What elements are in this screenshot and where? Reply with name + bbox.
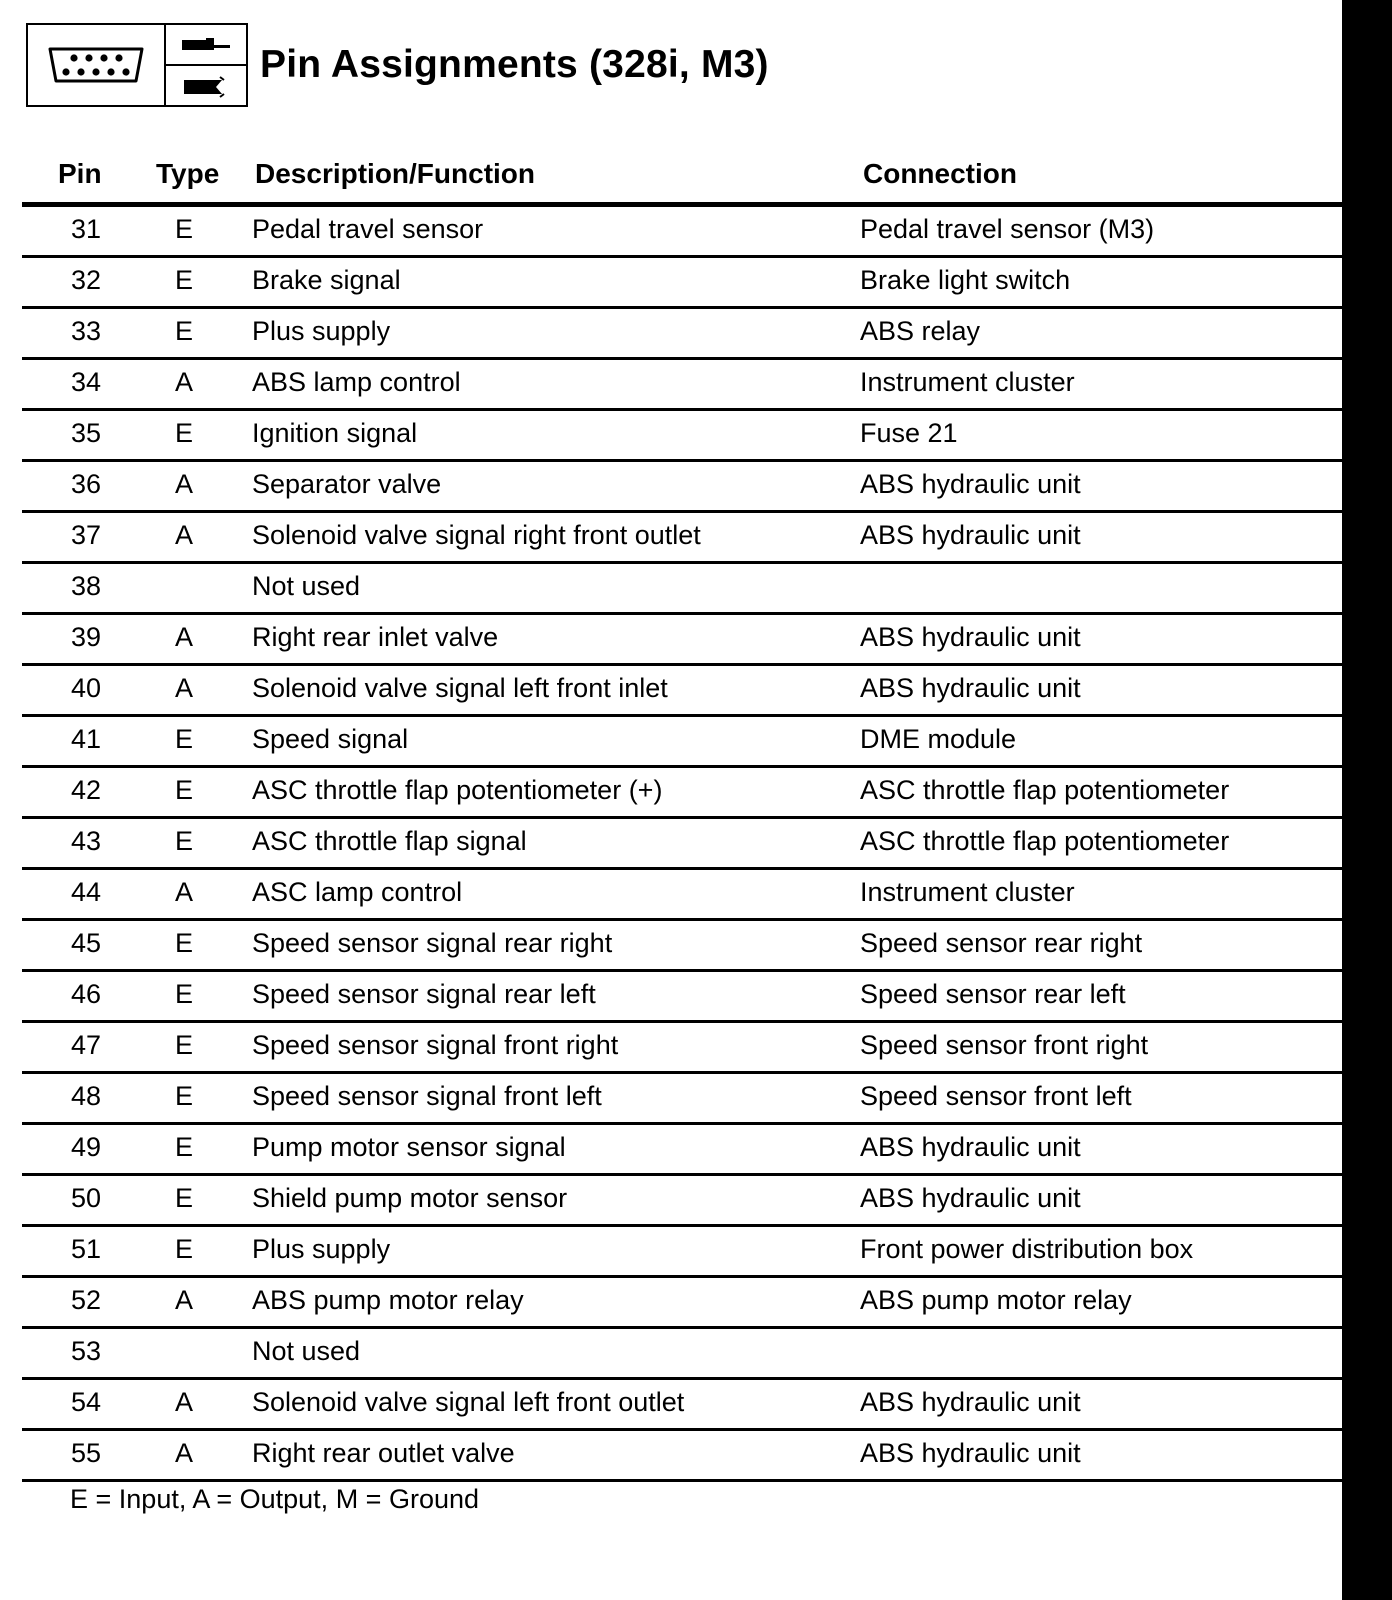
connection-cell: DME module [860, 724, 1017, 754]
type-cell: E [174, 1030, 193, 1060]
pin-cell: 36 [70, 469, 102, 499]
connection-cell: Instrument cluster [860, 367, 1075, 397]
connection-cell: ABS relay [860, 316, 981, 346]
description-cell: Not used [252, 1336, 361, 1366]
description-cell: Speed sensor signal rear right [252, 928, 613, 958]
table-row [22, 462, 1342, 513]
type-cell: A [174, 1285, 193, 1315]
type-cell: A [174, 622, 193, 652]
pin-cell: 46 [70, 979, 102, 1009]
type-cell: A [174, 877, 193, 907]
pin-cell: 53 [70, 1336, 102, 1366]
connection-cell: ABS hydraulic unit [860, 1438, 1081, 1468]
table-row [22, 1176, 1342, 1227]
table-row [22, 207, 1342, 258]
connection-cell: ASC throttle flap potentiometer [860, 826, 1230, 856]
connection-cell: Speed sensor rear left [860, 979, 1126, 1009]
connection-cell: ABS pump motor relay [860, 1285, 1132, 1315]
description-cell: Speed sensor signal front right [252, 1030, 619, 1060]
pin-cell: 34 [70, 367, 102, 397]
connection-cell: ABS hydraulic unit [860, 469, 1081, 499]
type-cell: A [174, 520, 193, 550]
column-header-connection: Connection [863, 158, 1017, 189]
connection-cell: Brake light switch [860, 265, 1071, 295]
table-row [22, 768, 1342, 819]
type-cell: A [174, 1438, 193, 1468]
table-row [22, 1329, 1342, 1380]
connection-cell: ABS hydraulic unit [860, 673, 1081, 703]
description-cell: Speed sensor signal rear left [252, 979, 596, 1009]
description-cell: ASC throttle flap potentiometer (+) [252, 775, 663, 805]
pin-cell: 45 [70, 928, 102, 958]
pin-cell: 39 [70, 622, 102, 652]
pin-cell: 43 [70, 826, 102, 856]
type-cell: E [174, 1183, 193, 1213]
description-cell: Solenoid valve signal right front outlet [252, 520, 701, 550]
connector-icon-box [26, 23, 248, 107]
connection-cell: ABS hydraulic unit [860, 1132, 1081, 1162]
type-legend: E = Input, A = Output, M = Ground [70, 1484, 480, 1514]
column-header-type: Type [156, 158, 220, 189]
description-cell: Plus supply [252, 1234, 391, 1264]
description-cell: Right rear outlet valve [252, 1438, 515, 1468]
type-cell: E [174, 418, 193, 448]
type-cell: A [174, 469, 193, 499]
connection-cell: ABS hydraulic unit [860, 622, 1081, 652]
connection-cell: Speed sensor rear right [860, 928, 1143, 958]
description-cell: Ignition signal [252, 418, 418, 448]
type-cell: E [174, 724, 193, 754]
table-row [22, 1278, 1342, 1329]
connection-cell: Instrument cluster [860, 877, 1075, 907]
table-row [22, 1074, 1342, 1125]
table-row [22, 1125, 1342, 1176]
type-cell: E [174, 316, 193, 346]
type-cell: E [174, 928, 193, 958]
description-cell: Shield pump motor sensor [252, 1183, 568, 1213]
pin-cell: 49 [70, 1132, 102, 1162]
connection-cell: ASC throttle flap potentiometer [860, 775, 1230, 805]
pin-cell: 50 [70, 1183, 102, 1213]
table-row [22, 921, 1342, 972]
description-cell: ABS lamp control [252, 367, 461, 397]
pin-cell: 48 [70, 1081, 102, 1111]
description-cell: Speed signal [252, 724, 409, 754]
type-cell: E [174, 214, 193, 244]
pin-cell: 52 [70, 1285, 102, 1315]
connection-cell: ABS hydraulic unit [860, 520, 1081, 550]
type-cell: E [174, 979, 193, 1009]
header [26, 22, 769, 108]
table-row [22, 411, 1342, 462]
description-cell: Solenoid valve signal left front outlet [252, 1387, 685, 1417]
pin-cell: 31 [70, 214, 102, 244]
plug-female-icon [166, 66, 246, 105]
type-cell: E [174, 775, 193, 805]
description-cell: ABS pump motor relay [252, 1285, 524, 1315]
connection-cell: ABS hydraulic unit [860, 1387, 1081, 1417]
pin-cell: 41 [70, 724, 102, 754]
page-edge-bar [1342, 0, 1392, 1600]
description-cell: Pump motor sensor signal [252, 1132, 566, 1162]
pin-cell: 38 [70, 571, 102, 601]
pin-cell: 37 [70, 520, 102, 550]
description-cell: ASC throttle flap signal [252, 826, 527, 856]
connector-plug-icon [28, 25, 166, 105]
pin-assignment-table [22, 150, 1342, 1482]
type-cell: E [174, 1081, 193, 1111]
description-cell: Pedal travel sensor [252, 214, 484, 244]
table-row [22, 1380, 1342, 1431]
pin-cell: 54 [70, 1387, 102, 1417]
table-row [22, 1227, 1342, 1278]
connection-cell: Fuse 21 [860, 418, 958, 448]
pin-cell: 51 [70, 1234, 102, 1264]
description-cell: ASC lamp control [252, 877, 463, 907]
description-cell: Plus supply [252, 316, 391, 346]
pin-cell: 40 [70, 673, 102, 703]
plug-male-icon [166, 25, 246, 66]
table-row [22, 360, 1342, 411]
type-cell: A [174, 1387, 193, 1417]
connection-cell: ABS hydraulic unit [860, 1183, 1081, 1213]
table-row [22, 717, 1342, 768]
connection-cell: Pedal travel sensor (M3) [860, 214, 1155, 244]
table-body [22, 207, 1342, 1482]
description-cell: Brake signal [252, 265, 401, 295]
pin-cell: 47 [70, 1030, 102, 1060]
description-cell: Separator valve [252, 469, 442, 499]
table-row [22, 666, 1342, 717]
connection-cell: Speed sensor front right [860, 1030, 1149, 1060]
description-cell: Right rear inlet valve [252, 622, 499, 652]
page-title: Pin Assignments (328i, M3) [260, 43, 769, 86]
type-cell: E [174, 1132, 193, 1162]
type-cell: A [174, 367, 193, 397]
pin-cell: 42 [70, 775, 102, 805]
type-cell: E [174, 826, 193, 856]
pin-cell: 32 [70, 265, 102, 295]
table-row [22, 258, 1342, 309]
table-row [22, 1023, 1342, 1074]
table-row [22, 615, 1342, 666]
type-cell: E [174, 265, 193, 295]
connection-cell: Front power distribution box [860, 1234, 1194, 1264]
column-header-pin: Pin [58, 158, 102, 189]
description-cell: Speed sensor signal front left [252, 1081, 602, 1111]
connection-cell: Speed sensor front left [860, 1081, 1132, 1111]
table-row [22, 819, 1342, 870]
table-header [22, 150, 1342, 207]
type-cell: A [174, 673, 193, 703]
type-cell: E [174, 1234, 193, 1264]
table-row [22, 870, 1342, 921]
table-row [22, 513, 1342, 564]
pin-cell: 44 [70, 877, 102, 907]
table-row [22, 972, 1342, 1023]
description-cell: Solenoid valve signal left front inlet [252, 673, 668, 703]
pin-cell: 33 [70, 316, 102, 346]
pin-cell: 35 [70, 418, 102, 448]
pin-cell: 55 [70, 1438, 102, 1468]
table-row [22, 309, 1342, 360]
description-cell: Not used [252, 571, 361, 601]
column-header-description: Description/Function [255, 158, 535, 189]
table-row [22, 564, 1342, 615]
table-row [22, 1431, 1342, 1482]
